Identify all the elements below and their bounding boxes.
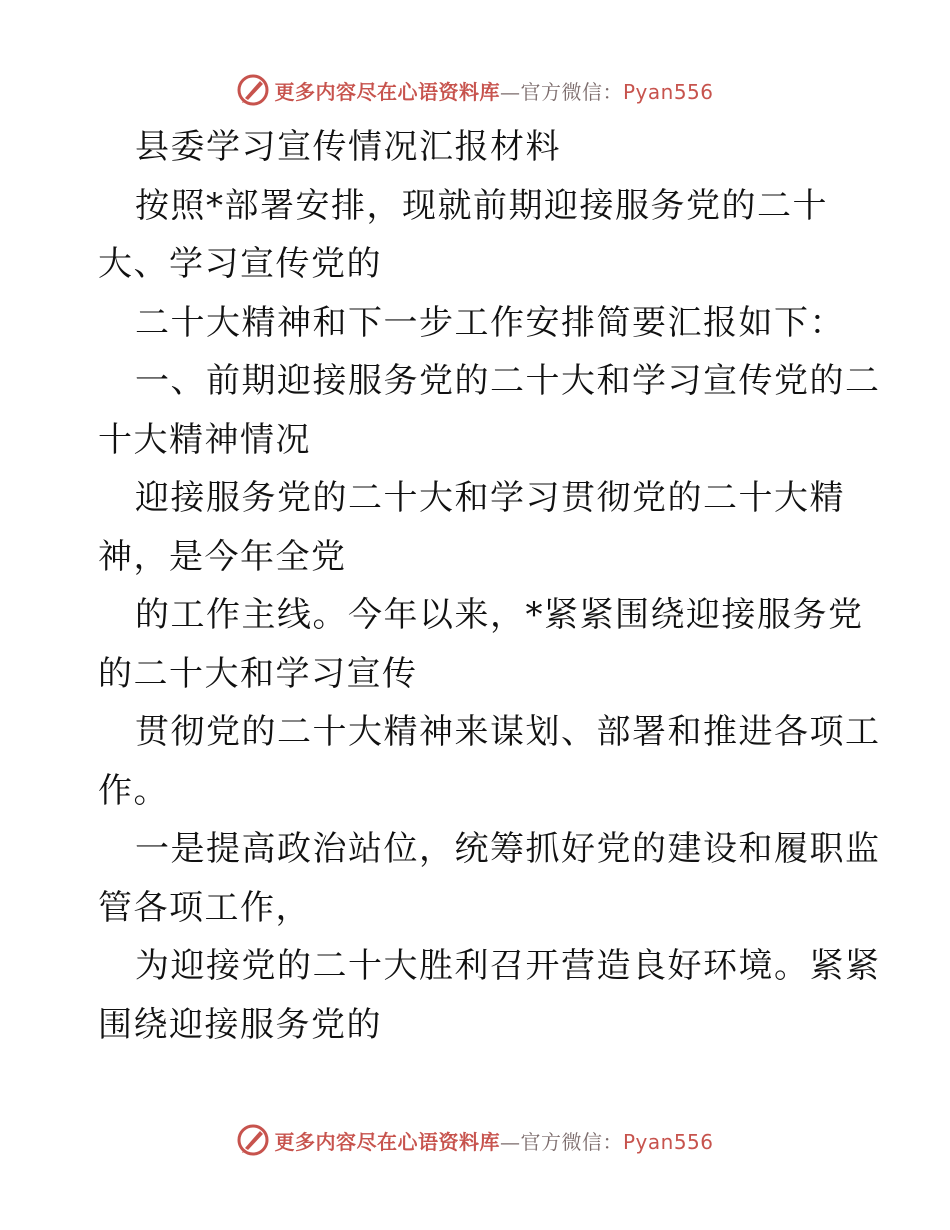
- paragraph-line: 的工作主线。今年以来，*紧紧围绕迎接服务党: [135, 595, 864, 635]
- watermark-site-name: 更多内容尽在心语资料库: [274, 1129, 500, 1154]
- watermark-wechat-label: —官方微信：: [499, 1129, 623, 1154]
- paragraph-line: 作。: [98, 770, 169, 811]
- paragraph-line: 一是提高政治站位，统筹抓好党的建设和履职监: [135, 829, 881, 869]
- paragraph-line: 大、学习宣传党的: [98, 244, 382, 284]
- paragraph-line: 二十大精神和下一步工作安排简要汇报如下：: [135, 302, 845, 343]
- paragraph-line: 的二十大和学习宣传: [98, 653, 418, 694]
- paragraph-line: 迎接服务党的二十大和学习贯彻党的二十大精: [135, 478, 845, 518]
- paragraph-line: 神，是今年全党: [98, 536, 347, 577]
- paragraph-line: 一、前期迎接服务党的二十大和学习宣传党的二: [135, 361, 881, 401]
- paragraph-line: 县委学习宣传情况汇报材料: [135, 127, 561, 167]
- watermark-wechat-id: Pyan556: [622, 1129, 714, 1154]
- watermark-text: [274, 76, 713, 105]
- brush-logo-icon: [236, 1123, 270, 1157]
- paragraph-line: 管各项工作，: [98, 887, 311, 928]
- footer-watermark: [0, 1120, 950, 1160]
- paragraph-line: 按照*部署安排，现就前期迎接服务党的二十: [135, 185, 828, 226]
- watermark-text: [274, 1126, 713, 1155]
- document-body: [98, 118, 881, 1054]
- watermark-site-name: 更多内容尽在心语资料库: [274, 79, 500, 104]
- paragraph-line: 围绕迎接服务党的: [98, 1004, 382, 1045]
- paragraph-line: 贯彻党的二十大精神来谋划、部署和推进各项工: [135, 712, 881, 752]
- brush-logo-icon: [236, 73, 270, 107]
- paragraph-line: 为迎接党的二十大胜利召开营造良好环境。紧紧: [135, 946, 881, 986]
- paragraph-line: 十大精神情况: [98, 419, 311, 460]
- header-watermark: [0, 70, 950, 110]
- watermark-wechat-label: —官方微信：: [499, 79, 623, 104]
- watermark-wechat-id: Pyan556: [622, 79, 714, 104]
